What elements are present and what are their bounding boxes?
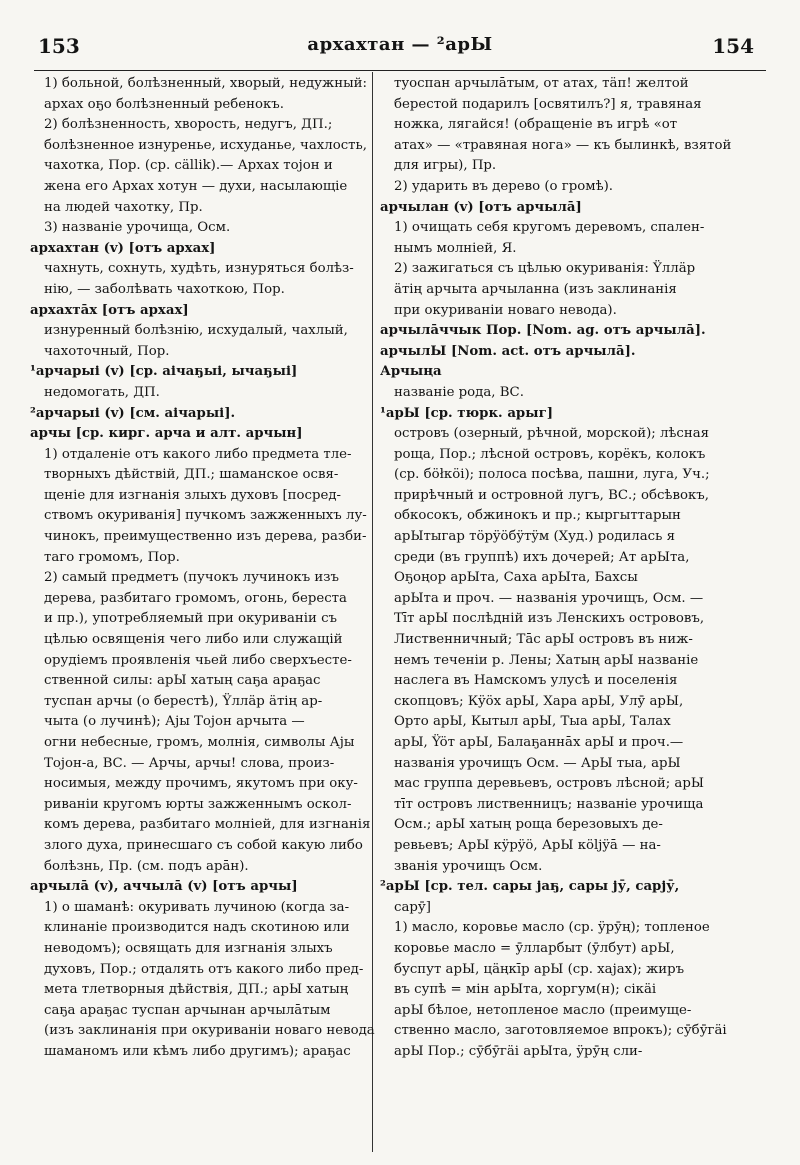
entry-text-line: чинокъ, преимущественно изъ дерева, разби- [44, 529, 367, 545]
entry-text-line: мета тлетворныя дѣйствія, ДП.; арЫ хатың [44, 982, 349, 998]
entry-text-line: духовъ, Пор.; отдалять отъ какого либо пред- [44, 961, 364, 977]
page-header [0, 30, 800, 66]
header-rule [34, 70, 766, 71]
entry-text-line: коровье масло = ӯлларбыт (ӯлбут) арЫ, [394, 940, 675, 956]
entry-text-line: болѣзненное изнуренье, исхуданье, чахлость, [44, 137, 368, 153]
entry-text-line: (ср. бöłкöі); полоса посѣва, пашни, луга, Уч.; [394, 467, 710, 483]
entry-text-line: наслега въ Намскомъ улусѣ и поселенія [394, 673, 678, 689]
entry-text-line: Оҕоңор арЫта, Саха арЫта, Бахсы [394, 570, 638, 586]
entry-headword-line: арчылā (v), аччылā (v) [отъ арчы] [30, 879, 298, 895]
entry-headword-line: арчылЫ [Nom. act. отъ арчылā]. [380, 343, 636, 359]
entry-text-line: чыта (о лучинѣ); Ајы Тојон арчыта — [44, 714, 305, 730]
entry-text-line: въ супѣ = мін арЫта, хоргум(н); сікäі [394, 982, 657, 998]
entry-text-line: Тојон-а, ВС. — Арчы, арчы! слова, произ- [44, 755, 335, 771]
entry-text-line: 1) отдаленіе отъ какого либо предмета тле- [44, 446, 352, 462]
entry-text-line: нію, — заболѣвать чахоткою, Пор. [44, 281, 285, 297]
entry-text-line: носимыя, между прочимъ, якутомъ при оку- [44, 776, 358, 792]
left-column [30, 74, 382, 1151]
entry-headword-line: архахтан (v) [отъ архах] [30, 240, 216, 256]
entry-text-line: берестой подарилъ [освятилъ?] я, травяная [394, 96, 702, 112]
entry-text-line: буспут арЫ, цäңкīр арЫ (ср. хајах); жиръ [394, 961, 685, 977]
entry-text-line: и пр.), употребляемый при окуриваніи съ [44, 611, 337, 627]
entry-text-line: званія урочищъ Осм. [394, 858, 543, 874]
entry-text-line: злого духа, принесшаго съ собой какую либо [44, 837, 363, 853]
entry-text-line: дерева, разбитаго громомъ, огонь, береста [44, 590, 347, 606]
entry-text-line: прирѣчный и островной лугъ, ВС.; обсѣвокъ, [394, 487, 709, 503]
entry-text-line: арЫ Пор.; сӯбӯгäі арЫта, ÿрӯң сли- [394, 1043, 643, 1059]
entry-text-line: роща, Пор.; лѣсной островъ, корёкъ, колокъ [394, 446, 706, 462]
entry-text-line: островъ (озерный, рѣчной, морской); лѣсная [394, 426, 710, 442]
entry-text-line: 2) ударить въ дерево (о громѣ). [394, 178, 614, 194]
entry-text-line: архах оҕо болѣзненный ребенокъ. [44, 96, 284, 112]
entry-text-line: туспан арчы (о берестѣ), Ÿллäр äтің ар- [44, 693, 323, 709]
entry-headword-line: ²арчарыі (v) [см. aічарыі]. [30, 405, 236, 421]
entry-text-line: ственно масло, заготовляемое впрокъ); сӯбӯгäі [394, 1023, 727, 1039]
entry-text-line: äтің арчыта арчыланна (изъ заклинанія [394, 281, 677, 297]
entry-headword-line: ²арЫ [ср. тел. сары јаҕ, сары јӯ, сарјӯ, [380, 879, 680, 895]
entry-text-line: 1) больной, болѣзненный, хворый, недужный: [44, 76, 368, 91]
entry-text-line: 2) зажигаться съ цѣлью окуриванія: Ÿллäр [394, 261, 696, 277]
entry-text-line: туоспан арчылāтым, от атах, тäп! желтой [394, 76, 689, 91]
entry-text-line: щеніе для изгнанія злыхъ духовъ [посред- [44, 487, 342, 503]
entry-text-line: нымъ молніей, Я. [394, 240, 517, 256]
entry-text-line: ственной силы: арЫ хатың саҕа араҕас [44, 673, 321, 689]
entry-text-line: жена его Архах хотун — духи, насылающіе [44, 178, 348, 194]
entry-text-line: Осм.; арЫ хатың роща березовыхъ де- [394, 817, 663, 833]
entry-text-line: саҕа араҕас туспан арчынан арчылāтым [44, 1002, 331, 1018]
entry-text-line: неводомъ); освящать для изгнанія злыхъ [44, 940, 333, 956]
entry-text-line: клинаніе производится надъ скотиною или [44, 920, 350, 936]
entry-headword-line: архахтāх [отъ архах] [30, 302, 189, 318]
entry-headword-line: арчылан (v) [отъ арчылā] [380, 199, 582, 215]
entry-text-line: комъ дерева, разбитаго молніей, для изгнанія [44, 817, 371, 833]
entry-text-line: Орто арЫ, Кытыл арЫ, Тыа арЫ, Талах [394, 714, 671, 730]
entry-text-line: риваніи кругомъ юрты зажженнымъ оскол- [44, 796, 352, 812]
entry-text-line: чахотка, Пор. (ср. cällik).— Архах тојон и [44, 158, 333, 174]
entry-text-line: немъ теченіи р. Лены; Хатың арЫ названіе [394, 652, 699, 668]
entry-text-line: болѣзнь, Пр. (см. подъ арāн). [44, 858, 249, 874]
entry-text-line: ствомъ окуриванія] пучкомъ зажженныхъ лу- [44, 508, 367, 524]
entry-headword-line: ¹арЫ [ср. тюрк. арыг] [380, 405, 554, 421]
entry-text-line: творныхъ дѣйствій, ДП.; шаманское освя- [44, 467, 339, 483]
entry-text-line: при окуриваніи новаго невода). [394, 302, 617, 318]
entry-text-line: среди (въ группѣ) ихъ дочерей; Ат арЫта, [394, 549, 690, 565]
entry-text-line: недомогать, ДП. [44, 384, 160, 400]
entry-headword-line: ¹арчарыі (v) [ср. aічаҕыі, ычаҕыі] [30, 364, 298, 380]
entry-text-line: ревьевъ; АрЫ кÿрÿö, АрЫ кöljÿā — на- [394, 837, 661, 853]
right-column [380, 74, 742, 1151]
entry-text-line: орудіемъ проявленія чьей либо сверхъесте- [44, 652, 352, 668]
entry-text-line: чахоточный, Пор. [44, 343, 170, 359]
entry-text-line: арЫ, Ÿöт арЫ, Балаҕаннāх арЫ и проч.— [394, 735, 684, 750]
entry-text-line: 2) болѣзненность, хворость, недугъ, ДП.; [44, 117, 333, 133]
entry-text-line: чахнуть, сохнуть, худѣть, изнуряться болѣз- [44, 261, 354, 277]
entry-text-line: для игры), Пр. [394, 158, 497, 174]
entry-text-line: 2) самый предметъ (пучокъ лучинокъ изъ [44, 570, 339, 586]
entry-text-line: Лиственничный; Тāс арЫ островъ въ ниж- [394, 632, 693, 648]
entry-text-line: 1) о шаманѣ: окуривать лучиною (когда за- [44, 899, 350, 915]
entry-text-line: 3) названіе урочища, Осм. [44, 220, 231, 236]
entry-text-line: (изъ заклинанія при окуриваніи новаго невода [44, 1023, 375, 1039]
entry-text-line: ножка, лягайся! (обращеніе въ игрѣ «от [394, 117, 678, 133]
entry-text-line: цѣлью освященія чего либо или служащій [44, 632, 343, 648]
entry-text-line: шаманомъ или кѣмъ либо другимъ); араҕас [44, 1043, 351, 1059]
entry-text-line: таго громомъ, Пор. [44, 549, 180, 565]
entry-text-line: 1) масло, коровье масло (ср. ÿрӯң); топленое [394, 920, 710, 936]
entry-headword-line: арчылāччык Пор. [Nom. ag. отъ арчылā]. [380, 323, 706, 339]
entry-text-line: на людей чахотку, Пр. [44, 199, 203, 215]
entry-text-line: тīт островъ лиственницъ; названіе урочища [394, 796, 704, 812]
entry-text-line: названіе рода, ВС. [394, 384, 524, 400]
entry-text-line: огни небесные, громъ, молнія, символы Ајы [44, 735, 355, 750]
entry-text-line: 1) очищать себя кругомъ деревомъ, спален- [394, 220, 705, 236]
page-number-left: 153 [38, 34, 80, 58]
entry-text-line: обкосокъ, обжинокъ и пр.; кыргыттарын [394, 508, 681, 524]
entry-text-line: арЫта и проч. — названія урочищъ, Осм. — [394, 590, 704, 606]
entry-headword-line: Арчыңа [380, 364, 442, 380]
entry-text-line: скопцовъ; Кÿöх арЫ, Хара арЫ, Улӯ арЫ, [394, 693, 684, 709]
page-running-title: архахтан — ²арЫ [307, 34, 493, 55]
entry-text-line: арЫтыгар тöрÿöбÿтÿм (Худ.) родилась я [394, 529, 675, 545]
entry-text-line: мас группа деревьевъ, островъ лѣсной; арЫ [394, 776, 704, 792]
entry-text-line: сарӯ] [394, 899, 431, 915]
entry-headword-line: арчы [ср. кирг. арча и алт. арчын] [30, 426, 303, 442]
entry-text-line: изнуренный болѣзнію, исхудалый, чахлый, [44, 323, 348, 339]
entry-text-line: арЫ бѣлое, нетопленое масло (преимуще- [394, 1002, 692, 1018]
entry-text-line: названія урочищъ Осм. — АрЫ тыа, арЫ [394, 755, 681, 771]
entry-text-line: Тīт арЫ послѣдній изъ Ленскихъ острововъ, [394, 611, 705, 627]
entry-text-line: атах» — «травяная нога» — къ былинкѣ, взятой [394, 137, 732, 153]
page-number-right: 154 [712, 34, 754, 58]
